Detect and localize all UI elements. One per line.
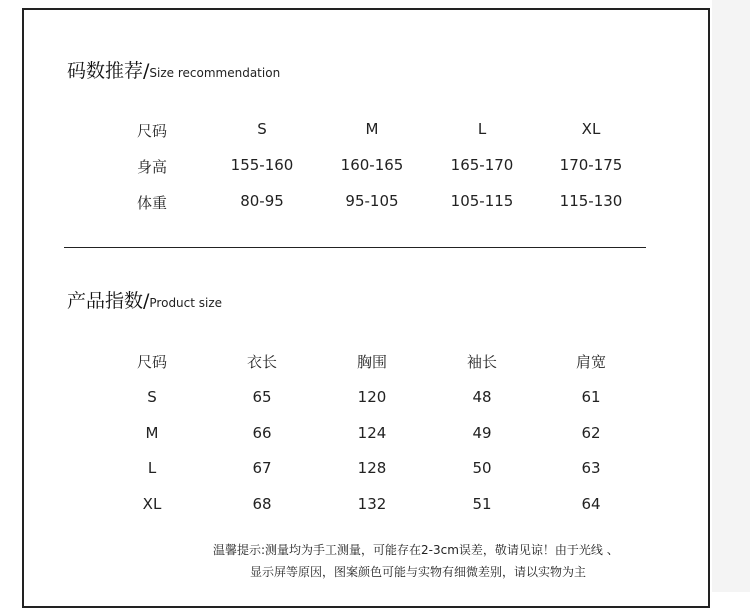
prod-cell: 50 — [472, 459, 492, 477]
rec-cell: 身高 — [136, 158, 168, 176]
rec-cell: 165-170 — [450, 156, 514, 174]
rec-cell: 80-95 — [240, 192, 284, 210]
prod-header-cell: 肩宽 — [575, 353, 607, 371]
prod-cell: 65 — [252, 388, 272, 406]
prod-cell: 51 — [472, 495, 492, 513]
prod-header-cell: 胸围 — [356, 353, 388, 371]
rec-cell: 115-130 — [559, 192, 623, 210]
rec-cell: 160-165 — [340, 156, 404, 174]
rec-header-cell: 尺码 — [136, 122, 168, 140]
prod-cell: 128 — [357, 459, 387, 477]
rec-cell: 体重 — [136, 194, 168, 212]
rec-cell: 170-175 — [559, 156, 623, 174]
prod-cell: 48 — [472, 388, 492, 406]
prod-cell: 120 — [357, 388, 387, 406]
prod-cell: 49 — [472, 424, 492, 442]
product-size-title-en: Product size — [149, 296, 223, 310]
prod-cell: 63 — [581, 459, 601, 477]
prod-cell: M — [145, 424, 159, 442]
prod-cell: 124 — [357, 424, 387, 442]
prod-cell: 66 — [252, 424, 272, 442]
rec-cell: 95-105 — [345, 192, 399, 210]
rec-cell: 155-160 — [230, 156, 294, 174]
size-recommendation-title-en: Size recommendation — [149, 66, 281, 80]
prod-cell: 68 — [252, 495, 272, 513]
rec-header-cell: L — [477, 120, 487, 138]
rec-cell: 105-115 — [450, 192, 514, 210]
measurement-note-line-2: 显示屏等原因，图案颜色可能与实物有细微差别，请以实物为主 — [250, 565, 587, 579]
section-divider — [64, 247, 646, 248]
prod-cell: 61 — [581, 388, 601, 406]
page-margin — [712, 0, 750, 592]
rec-header-cell: M — [365, 120, 379, 138]
measurement-note-line-1: 温馨提示:测量均为手工测量，可能存在2-3cm误差，敬请见谅！由于光线 、 — [213, 543, 619, 557]
prod-cell: 64 — [581, 495, 601, 513]
prod-header-cell: 衣长 — [246, 353, 278, 371]
prod-cell: XL — [142, 495, 162, 513]
prod-cell: 62 — [581, 424, 601, 442]
rec-header-cell: S — [257, 120, 267, 138]
prod-header-cell: 尺码 — [136, 353, 168, 371]
prod-cell: L — [147, 459, 157, 477]
prod-cell: S — [147, 388, 157, 406]
size-recommendation-title-zh: 码数推荐/ — [67, 60, 150, 82]
product-size-title-zh: 产品指数/ — [67, 290, 150, 312]
prod-cell: 132 — [357, 495, 387, 513]
size-recommendation-heading — [67, 56, 280, 83]
rec-header-cell: XL — [581, 120, 601, 138]
product-size-heading — [67, 286, 222, 313]
prod-cell: 67 — [252, 459, 272, 477]
prod-header-cell: 袖长 — [466, 353, 498, 371]
